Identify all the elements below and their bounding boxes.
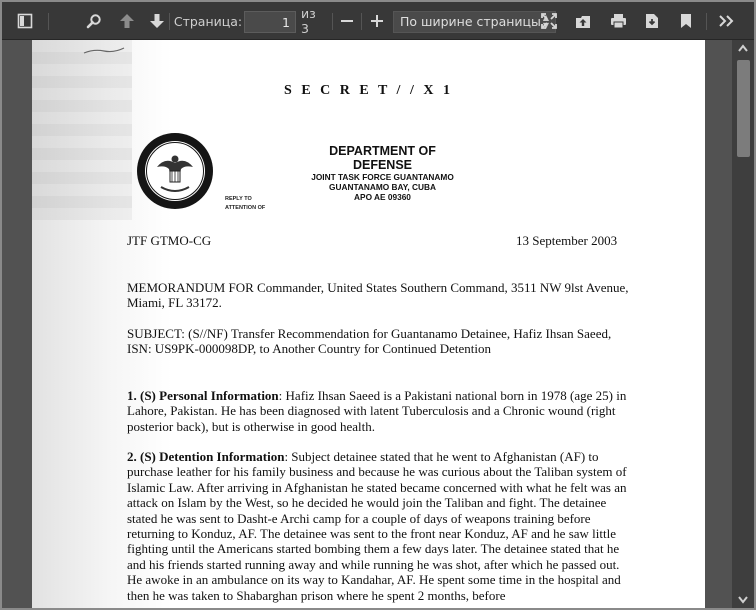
zoom-in-icon: [370, 14, 384, 28]
reply-to-line-1: REPLY TO: [225, 196, 252, 202]
chevron-up-icon: [732, 40, 754, 57]
paragraph-1: [127, 388, 632, 434]
scrollbar-thumb[interactable]: [737, 60, 750, 157]
presentation-mode-icon: [541, 13, 557, 29]
page-total-label: из 3: [301, 6, 316, 36]
scan-mark: [82, 45, 127, 57]
dod-seal: [135, 131, 215, 211]
toolbar-divider: [706, 13, 707, 30]
search-button[interactable]: [82, 2, 106, 40]
office-symbol: JTF GTMO-CG: [127, 233, 212, 248]
reply-to-line-2: ATTENTION OF: [225, 205, 266, 211]
sidebar-toggle-button[interactable]: [12, 2, 38, 40]
scroll-up-button[interactable]: [732, 40, 754, 57]
toolbar-divider: [169, 13, 170, 30]
paragraph-1-heading: 1. (S) Personal Information: [127, 388, 279, 403]
zoom-in-button[interactable]: [366, 2, 388, 40]
download-button[interactable]: [639, 2, 665, 40]
paragraph-2-text: : Subject detainee stated that he went to Afghanistan (AF) to purchase leather for his family business and because he was curious about the Taliban system of Islamic Law. After arriving in Afghanistan he stated became concerned with what he felt was an attack on Islam by the West, so he decided he would join the Taliban and fight. The detainee stated he was sent to Dasht-e Archi camp for a couple of days of weapons training before returning to Konduz, AF. The detainee was sent to the front near Konduz, AF and he saw little fighting until the Americans started bombing them a few days later. The detainee stated that he and his friends started running away and while running he was shot, after which he passed out. He awoke in an ambulance on its way to Kandahar, AF. He spent some time in the hospital and then he was taken to Shabarghan prison where he spent 2 months, before: [127, 449, 627, 603]
bookmark-button[interactable]: [673, 2, 699, 40]
open-file-button[interactable]: [570, 2, 596, 40]
letterhead: [299, 144, 466, 202]
search-icon: [86, 13, 102, 29]
page-down-icon: [149, 13, 165, 29]
zoom-select-value: По ширине страницы: [400, 14, 541, 29]
chevron-down-icon: [732, 591, 754, 608]
next-page-button[interactable]: [145, 2, 169, 40]
zoom-out-button[interactable]: [336, 2, 358, 40]
pdf-page: [32, 40, 705, 608]
scroll-down-button[interactable]: [732, 591, 754, 608]
paragraph-1-text: : Hafiz Ihsan Saeed is a Pakistani national born in 1978 (age 25) in Lahore, Pakistan. He has been diagnosed with latent Tuberculosis and a Chronic wound (right posterior back), but is otherwise in good health.: [127, 388, 627, 434]
document-viewer[interactable]: [2, 40, 754, 608]
toolbar: [2, 2, 754, 40]
paragraph-2-heading: 2. (S) Detention Information: [127, 449, 285, 464]
open-file-icon: [575, 13, 591, 29]
page-label: Страница:: [173, 13, 243, 29]
letterhead-line-1: JOINT TASK FORCE GUANTANAMO: [311, 172, 454, 182]
vertical-scrollbar[interactable]: [732, 40, 754, 608]
sidebar-toggle-icon: [17, 13, 33, 29]
scan-artifact: [32, 40, 132, 220]
bookmark-icon: [680, 13, 692, 29]
toolbar-divider: [332, 13, 333, 30]
previous-page-button[interactable]: [115, 2, 139, 40]
tools-menu-icon: [718, 14, 734, 28]
paragraph-2: [127, 449, 632, 603]
presentation-mode-button[interactable]: [536, 2, 562, 40]
reply-to-label: [225, 195, 265, 213]
print-button[interactable]: [605, 2, 631, 40]
page-number-input[interactable]: [244, 11, 296, 33]
chevron-up-down-icon: ▲ ▼: [542, 13, 549, 30]
memo-subject: SUBJECT: (S//NF) Transfer Recommendation for Guantanamo Detainee, Hafiz Ihsan Saeed, ISN: US9PK-000098DP, to Another Country for Continued Detention: [127, 326, 612, 357]
letterhead-line-3: APO AE 09360: [354, 192, 411, 202]
zoom-select[interactable]: [393, 11, 556, 33]
classification-marking: S E C R E T / / X 1: [284, 83, 453, 98]
download-icon: [645, 13, 659, 29]
department-title: DEPARTMENT OF DEFENSE: [329, 144, 436, 172]
print-icon: [610, 13, 627, 29]
memo-date: 13 September 2003: [516, 233, 618, 248]
zoom-out-icon: [340, 14, 354, 28]
page-up-icon: [119, 13, 135, 29]
toolbar-divider: [361, 13, 362, 30]
memorandum-for: MEMORANDUM FOR Commander, United States Southern Command, 3511 NW 9lst Avenue, Miami, FL 33172.: [127, 280, 629, 311]
tools-menu-button[interactable]: [712, 2, 740, 40]
letterhead-line-2: GUANTANAMO BAY, CUBA: [329, 182, 436, 192]
toolbar-divider: [48, 13, 49, 30]
